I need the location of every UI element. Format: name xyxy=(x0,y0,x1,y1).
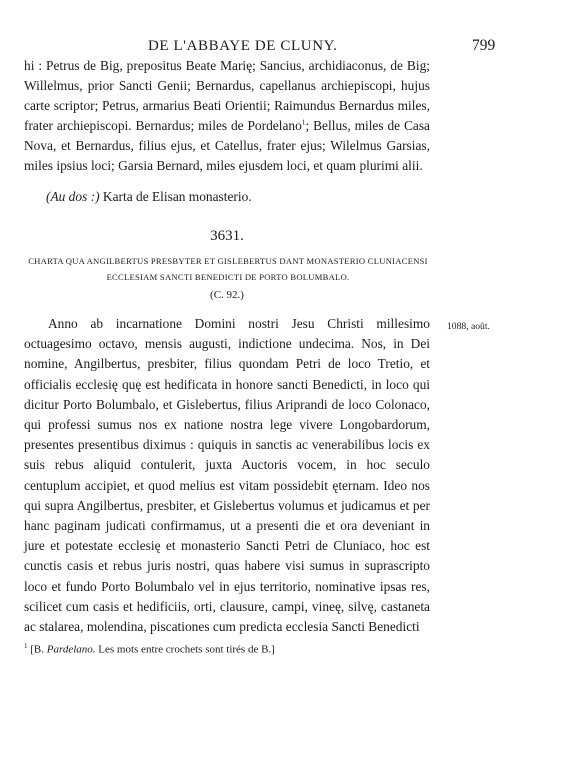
footnote-text: Les mots entre crochets sont tirés de B.] xyxy=(98,643,275,656)
running-title: DE L'ABBAYE DE CLUNY. xyxy=(148,38,338,54)
charter-title-line-1: CHARTA QUA ANGILBERTUS PRESBYTER ET GISLEBERTUS DANT MONASTERIO CLUNIACENSI xyxy=(28,256,428,266)
preceding-text-part1: hi : Petrus de Big, prepositus Beate Marię; Sancius, archidiaconus, de Big; Willelmus, prior Sancti Genii; Bernardus, capellanus archiepiscopi, hujus carte scriptor; Petrus, armarius Beati Orientii; Raimundus Bernardus miles, frater archiepiscopi. Bernardus; miles de Pordelano xyxy=(24,58,430,134)
endorsement-line xyxy=(46,187,252,207)
preceding-text-part2: ; Bellus, miles de Casa Nova, et Bernardus, filius ejus, et Catellus, frater ejus; Wilelmus Garsias, miles ipsius loci; Garsia Bernard, miles ejusdem loci, et quam plurimi alii. xyxy=(24,118,430,174)
charter-title-line-2: ECCLESIAM SANCTI BENEDICTI DE PORTO BOLUMBALO. xyxy=(106,272,350,282)
footnote-open: [B. xyxy=(30,643,44,656)
charter-body-paragraph: Anno ab incarnatione Domini nostri Jesu Christi millesimo octuagesimo octavo, mensis augusti, indictione undecima. Nos, in Dei nomine, Angilbertus, presbiter, filius quondam Petri de loco Tretio, et officialis ecclesię quę est hedificata in honore sancti Benedicti, in loco qui dicitur Porto Bolumbalo, et Gislebertus, filius Ariprandi de loco Colonaco, qui professi sumus nos ex natione nostra lege vivere Longobardorum, presentes presentibus diximus : quiquis in sanctis ac venerabilibus locis ex suis rebus aliquid contulerit, juxta Auctoris vocem, in hoc seculo centuplum accipiet, et quod melius est vitam possidebit ęternam. Ideo nos qui supra Angilbertus, presbiter, et Gislebertus volumus et judicamus et per hanc paginam judicati confirmamus, ut a presenti die et ora deveniant in jure et potestate ecclesię et monasterio Sancti Petri de Cluniaco, hoc est cunctis casis et rebus juris nostri, quas habere visi sumus in suprascripto loco et fundo Porto Bolumbalo vel in ejus territorio, nominative ipsas res, scilicet cum casis et hedificiis, orti, clausure, campi, vineę, silvę, castaneta ac stalarea, molendina, piscationes cum predicta ecclesia Sancti Benedicti xyxy=(24,316,430,635)
footnote-marker: 1 xyxy=(24,642,28,650)
charter-body xyxy=(24,314,430,637)
margin-date: 1088, août. xyxy=(447,321,490,332)
page-number: 799 xyxy=(472,37,496,54)
footnote-italic-word: Pardelano. xyxy=(46,643,96,656)
charter-title xyxy=(26,253,430,285)
endorsement-label: (Au dos :) xyxy=(46,189,100,204)
footnote-reference: 1 xyxy=(301,117,306,127)
charter-reference: (C. 92.) xyxy=(210,289,244,301)
preceding-charter-paragraph xyxy=(24,56,430,177)
charter-number: 3631. xyxy=(210,228,244,244)
endorsement-text: Karta de Elisan monasterio. xyxy=(102,189,252,204)
footnote xyxy=(24,642,275,656)
preceding-charter-text xyxy=(24,56,430,177)
